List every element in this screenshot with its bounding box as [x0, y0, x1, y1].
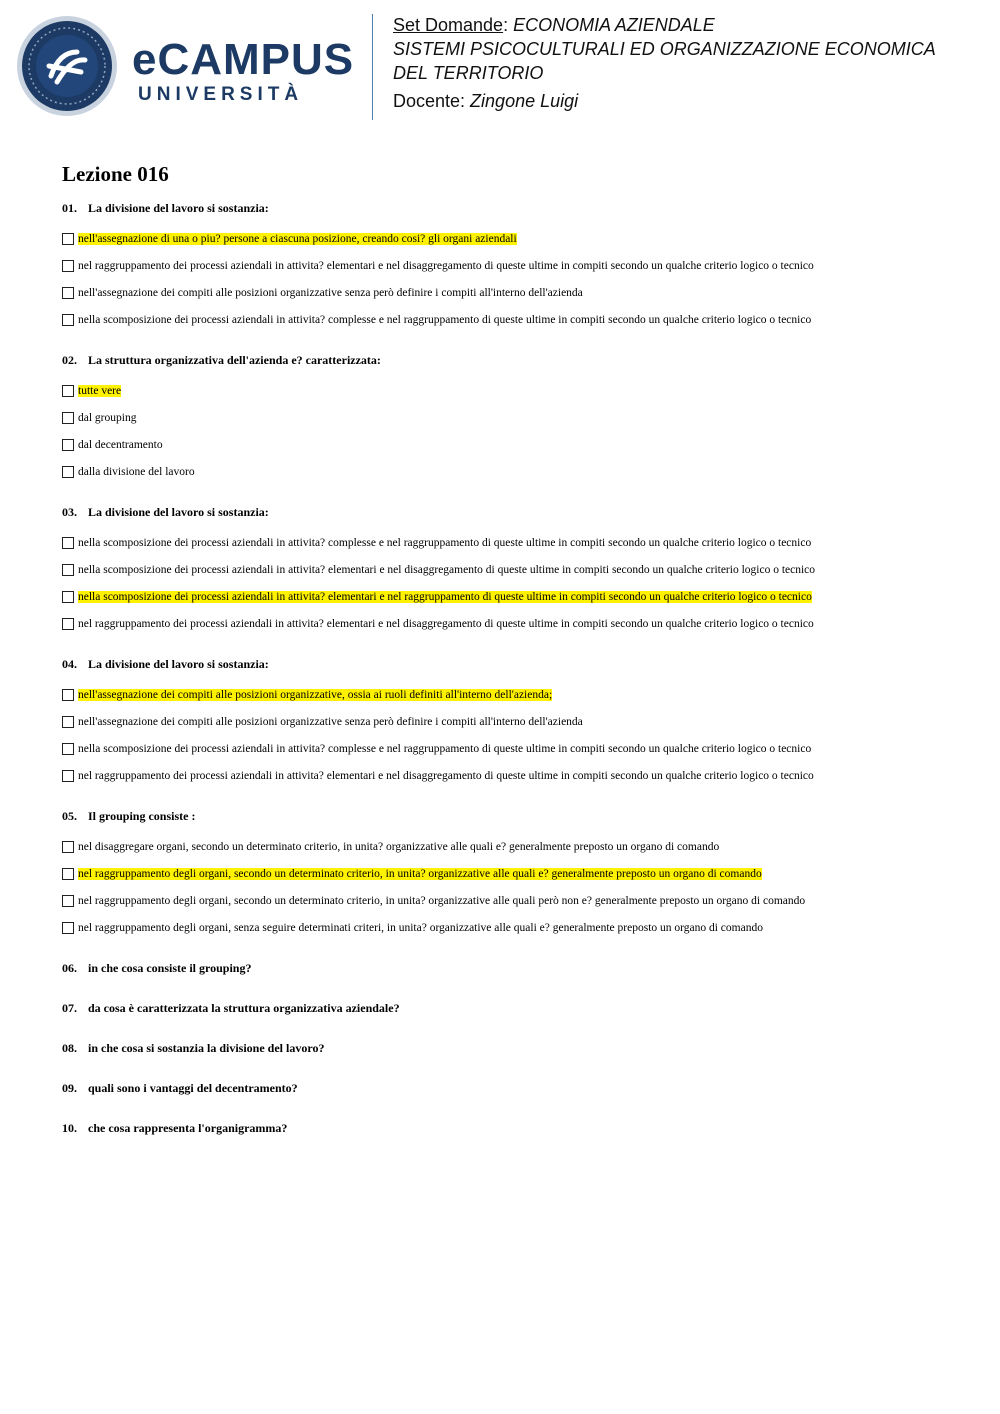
- question-label: La divisione del lavoro si sostanzia:: [88, 505, 269, 519]
- answer-text: nella scomposizione dei processi aziendali in attivita? elementari e nel disaggregamento di queste ultime in compiti secondo un qualche criterio logico o tecnico: [78, 563, 816, 576]
- question-number: 02.: [62, 353, 77, 367]
- header-info: [393, 14, 993, 114]
- answer-option[interactable]: [62, 610, 962, 637]
- answer-checkbox[interactable]: [62, 743, 74, 755]
- page-header: [0, 0, 1000, 130]
- answer-text: nell'assegnazione di una o piu? persone a ciascuna posizione, creando cosi? gli organi aziendali: [78, 232, 517, 245]
- set-label: Set Domande: [393, 15, 504, 35]
- answer-text: nel disaggregare organi, secondo un determinato criterio, in unita? organizzative alle quali e? generalmente preposto un organo di comando: [78, 840, 720, 853]
- teacher-label: Docente:: [393, 91, 471, 111]
- question-block: [62, 657, 962, 789]
- answer-checkbox[interactable]: [62, 922, 74, 934]
- question-block: [62, 201, 962, 333]
- answer-option[interactable]: [62, 833, 962, 860]
- question-number: 03.: [62, 505, 77, 519]
- question-label: che cosa rappresenta l'organigramma?: [88, 1121, 288, 1135]
- answer-text: nell'assegnazione dei compiti alle posizioni organizzative senza però definire i compiti all'interno dell'azienda: [78, 715, 583, 728]
- answer-option[interactable]: [62, 708, 962, 735]
- answer-text: dalla divisione del lavoro: [78, 465, 195, 478]
- answer-text: dal grouping: [78, 411, 137, 424]
- answer-option[interactable]: [62, 306, 962, 333]
- answer-checkbox[interactable]: [62, 439, 74, 451]
- answer-checkbox[interactable]: [62, 233, 74, 245]
- course-title-line2: DEL TERRITORIO: [393, 63, 544, 83]
- question-number: 10.: [62, 1121, 77, 1135]
- question-label: La divisione del lavoro si sostanzia:: [88, 657, 269, 671]
- header-divider: [372, 14, 373, 120]
- open-question: [62, 1121, 962, 1161]
- ecampus-wordmark: [132, 35, 355, 106]
- question-label: La divisione del lavoro si sostanzia:: [88, 201, 269, 215]
- multiple-choice-questions: [62, 201, 962, 941]
- answer-text: nell'assegnazione dei compiti alle posizioni organizzative senza però definire i compiti all'interno dell'azienda: [78, 286, 583, 299]
- answer-text: nel raggruppamento degli organi, senza seguire determinati criteri, in unita? organizzative alle quali e? generalmente preposto un organo di comando: [78, 921, 763, 934]
- answer-checkbox[interactable]: [62, 537, 74, 549]
- answer-checkbox[interactable]: [62, 564, 74, 576]
- set-value: ECONOMIA AZIENDALE: [513, 15, 715, 35]
- answer-checkbox[interactable]: [62, 314, 74, 326]
- answer-option[interactable]: [62, 583, 962, 610]
- question-number: 07.: [62, 1001, 77, 1015]
- answer-checkbox[interactable]: [62, 618, 74, 630]
- question-number: 04.: [62, 657, 77, 671]
- answer-checkbox[interactable]: [62, 716, 74, 728]
- question-number: 08.: [62, 1041, 77, 1055]
- open-question: [62, 1001, 962, 1041]
- answer-text: nel raggruppamento degli organi, secondo un determinato criterio, in unita? organizzative alle quali e? generalmente preposto un organo di comando: [78, 867, 762, 880]
- answer-checkbox[interactable]: [62, 770, 74, 782]
- teacher-line: [393, 90, 993, 112]
- ecampus-seal-logo: [15, 14, 119, 118]
- answer-option[interactable]: [62, 529, 962, 556]
- question-number: 05.: [62, 809, 77, 823]
- answer-option[interactable]: [62, 860, 962, 887]
- answer-option[interactable]: [62, 377, 962, 404]
- open-question: [62, 961, 962, 1001]
- answer-checkbox[interactable]: [62, 260, 74, 272]
- teacher-name: Zingone Luigi: [470, 91, 579, 111]
- answer-checkbox[interactable]: [62, 385, 74, 397]
- answer-text: nell'assegnazione dei compiti alle posizioni organizzative, ossia ai ruoli definiti all'interno dell'azienda;: [78, 688, 553, 701]
- question-block: [62, 353, 962, 485]
- logo-ecampus-text: eCAMPUS: [132, 35, 355, 84]
- answer-option[interactable]: [62, 914, 962, 941]
- answer-checkbox[interactable]: [62, 689, 74, 701]
- question-label: in che cosa si sostanzia la divisione del lavoro?: [88, 1041, 325, 1055]
- answer-text: nel raggruppamento dei processi aziendali in attivita? elementari e nel disaggregamento di queste ultime in compiti secondo un qualche criterio logico o tecnico: [78, 769, 814, 782]
- answer-checkbox[interactable]: [62, 591, 74, 603]
- question-text: [62, 809, 962, 824]
- question-text: [62, 657, 962, 672]
- question-label: da cosa è caratterizzata la struttura organizzativa aziendale?: [88, 1001, 400, 1015]
- open-questions: [62, 961, 962, 1161]
- answer-text: nella scomposizione dei processi aziendali in attivita? complesse e nel raggruppamento di queste ultime in compiti secondo un qualche criterio logico o tecnico: [78, 742, 812, 755]
- answer-option[interactable]: [62, 735, 962, 762]
- answer-text: nel raggruppamento degli organi, secondo un determinato criterio, in unita? organizzative alle quali però non e? generalmente preposto un organo di comando: [78, 894, 806, 907]
- answer-option[interactable]: [62, 887, 962, 914]
- question-label: Il grouping consiste :: [88, 809, 196, 823]
- answer-option[interactable]: [62, 279, 962, 306]
- answer-option[interactable]: [62, 252, 962, 279]
- answer-option[interactable]: [62, 458, 962, 485]
- answer-text: tutte vere: [78, 384, 122, 397]
- question-block: [62, 505, 962, 637]
- set-domande-line: [393, 14, 993, 36]
- question-text: [62, 353, 962, 368]
- answer-text: nel raggruppamento dei processi aziendali in attivita? elementari e nel disaggregamento di queste ultime in compiti secondo un qualche criterio logico o tecnico: [78, 259, 814, 272]
- answer-option[interactable]: [62, 225, 962, 252]
- answer-text: nel raggruppamento dei processi aziendali in attivita? elementari e nel disaggregamento di queste ultime in compiti secondo un qualche criterio logico o tecnico: [78, 617, 814, 630]
- question-number: 06.: [62, 961, 77, 975]
- quiz-content: [62, 162, 962, 1161]
- open-question: [62, 1081, 962, 1121]
- answer-text: dal decentramento: [78, 438, 163, 451]
- question-text: [62, 505, 962, 520]
- answer-option[interactable]: [62, 681, 962, 708]
- question-text: [62, 201, 962, 216]
- logo-universita-text: UNIVERSITÀ: [138, 84, 304, 105]
- question-label: in che cosa consiste il grouping?: [88, 961, 252, 975]
- answer-checkbox[interactable]: [62, 868, 74, 880]
- question-number: 01.: [62, 201, 77, 215]
- question-block: [62, 809, 962, 941]
- set-separator: :: [503, 15, 514, 35]
- answer-checkbox[interactable]: [62, 466, 74, 478]
- answer-checkbox[interactable]: [62, 412, 74, 424]
- question-number: 09.: [62, 1081, 77, 1095]
- lesson-title: Lezione 016: [62, 162, 169, 186]
- answer-text: nella scomposizione dei processi aziendali in attivita? complesse e nel raggruppamento di queste ultime in compiti secondo un qualche criterio logico o tecnico: [78, 313, 812, 326]
- question-label: La struttura organizzativa dell'azienda e? caratterizzata:: [88, 353, 381, 367]
- answer-option[interactable]: [62, 762, 962, 789]
- answer-checkbox[interactable]: [62, 895, 74, 907]
- answer-text: nella scomposizione dei processi aziendali in attivita? elementari e nel raggruppamento di queste ultime in compiti secondo un qualche criterio logico o tecnico: [78, 590, 812, 603]
- open-question: [62, 1041, 962, 1081]
- course-title-line1: SISTEMI PSICOCULTURALI ED ORGANIZZAZIONE ECONOMICA: [393, 39, 936, 59]
- answer-option[interactable]: [62, 556, 962, 583]
- answer-checkbox[interactable]: [62, 287, 74, 299]
- answer-checkbox[interactable]: [62, 841, 74, 853]
- answer-option[interactable]: [62, 404, 962, 431]
- answer-option[interactable]: [62, 431, 962, 458]
- answer-text: nella scomposizione dei processi aziendali in attivita? complesse e nel raggruppamento di queste ultime in compiti secondo un qualche criterio logico o tecnico: [78, 536, 812, 549]
- question-label: quali sono i vantaggi del decentramento?: [88, 1081, 298, 1095]
